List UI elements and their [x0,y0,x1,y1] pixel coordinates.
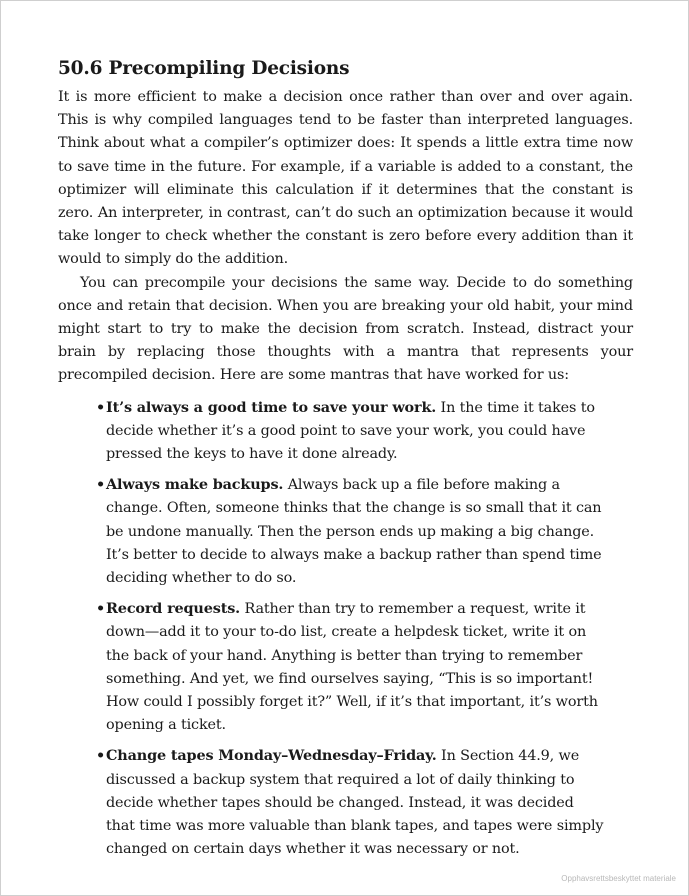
page-content [58,56,633,869]
mantra-text: Rather than try to remember a request, write it down—add it to your to-do list, create a helpdesk ticket, write it on the back of your hand. Anything is better than trying to remember something. And yet, we find ourselves saying, “This is so important! How could I possibly forget it?” Well, if it’s that important, it’s worth opening a ticket. [106,601,598,734]
bullet-icon: • [96,398,106,416]
mantra-title: It’s always a good time to save your work. [106,398,437,416]
mantra-title: Change tapes Monday–Wednesday–Friday. [106,747,437,765]
bullet-icon: • [96,476,106,494]
bullet-icon: • [96,747,106,765]
copyright-watermark: Opphavsrettsbeskyttet materiale [561,874,676,883]
bullet-icon: • [96,600,106,618]
mantra-title: Always make backups. [106,476,284,494]
list-item [96,744,604,861]
list-item [96,396,604,467]
list-item [96,473,604,590]
list-item [96,597,604,737]
paragraph-compiled-languages: It is more efficient to make a decision once rather than over and over again. This is why compiled languages tend to be faster than interpreted languages. Think about what a compiler’s optimizer does: It spends a little extra time now to save time in the future. For example, if a variable is added to a constant, the optimizer will eliminate this calculation if it determines that the constant is zero. An interpreter, in contrast, can’t do such an optimization because it would take longer to check whether the constant is zero before every addition than it would to simply do the addition. [58,89,633,268]
mantra-text: In Section 44.9, we discussed a backup system that required a lot of daily thinking to decide whether tapes should be changed. Instead, it was decided that time was more valuable than blank tapes, and tapes were simply changed on certain days whether it was necessary or not. [106,748,604,858]
section-heading: 50.6 Precompiling Decisions [58,58,350,79]
mantra-text: Always back up a file before making a change. Often, someone thinks that the change is so small that it can be undone manually. Then the person ends up making a big change. It’s better to decide to always make a backup rather than spend time deciding whether to do so. [106,477,602,587]
mantra-title: Record requests. [106,600,241,618]
mantra-list [58,396,633,862]
mantra-text: In the time it takes to decide whether it’s a good point to save your work, you could have pressed the keys to have it done already. [106,399,595,463]
paragraph-precompile-decisions: You can precompile your decisions the same way. Decide to do something once and retain that decision. When you are breaking your old habit, your mind might start to try to make the decision from scratch. Instead, distract your brain by replacing those thoughts with a mantra that represents your precompiled decision. Here are some mantras that have worked for us: [58,274,633,384]
